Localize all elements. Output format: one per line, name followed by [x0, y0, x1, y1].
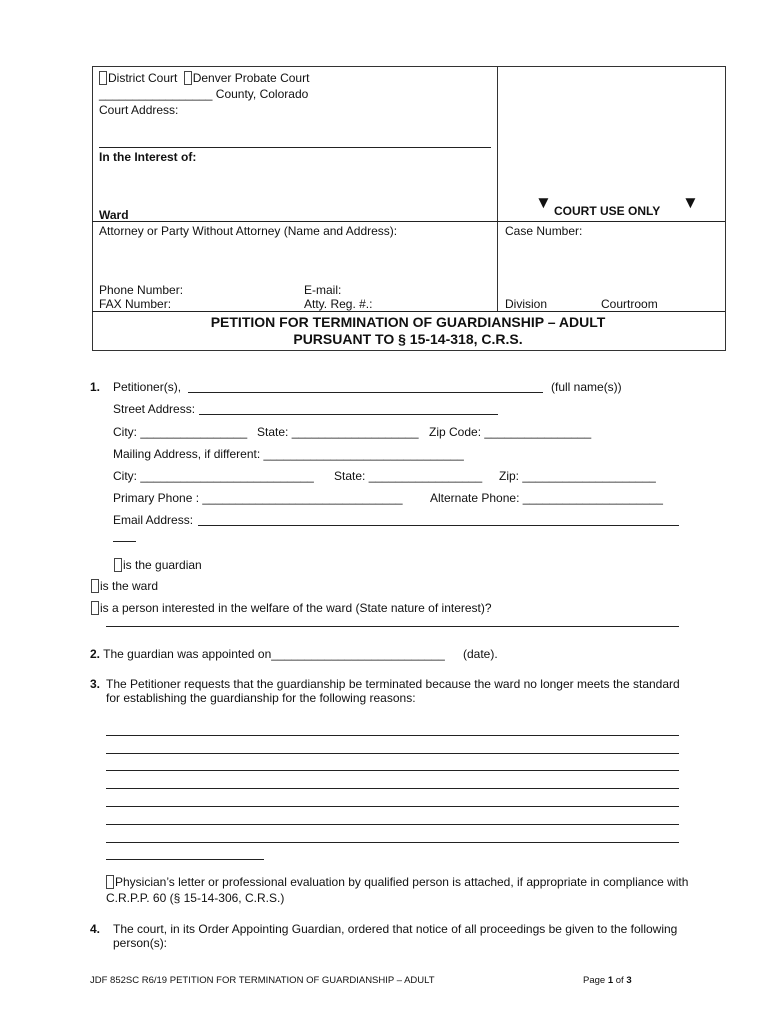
- caption-divider: [497, 66, 498, 311]
- section4-text-line2: person(s):: [113, 936, 168, 950]
- ward-option-label: is the ward: [100, 579, 159, 593]
- appointed-date-field[interactable]: The guardian was appointed on__________________________: [103, 647, 445, 661]
- option-interested[interactable]: [91, 601, 492, 615]
- interest-input[interactable]: [106, 626, 679, 627]
- section3-text-line1: The Petitioner requests that the guardianship be terminated because the ward no longer meets the standard: [106, 677, 680, 691]
- email-address-label: Email Address:: [113, 513, 194, 527]
- phone-label: Phone Number:: [99, 283, 184, 297]
- court-type-line: [99, 71, 309, 85]
- section3-number: 3.: [90, 677, 101, 691]
- form-title-line1: PETITION FOR TERMINATION OF GUARDIANSHIP – ADULT: [210, 314, 606, 330]
- full-names-label: (full name(s)): [551, 380, 622, 394]
- section4-number: 4.: [90, 922, 101, 936]
- reason-line[interactable]: [106, 735, 679, 736]
- ward-label: Ward: [99, 208, 129, 222]
- mailing-state-field[interactable]: State: _________________: [334, 469, 483, 483]
- option-ward[interactable]: [91, 579, 158, 593]
- page-prefix: Page: [583, 975, 606, 986]
- physician-label-line2: C.R.P.P. 60 (§ 15-14-306, C.R.S.): [106, 891, 285, 905]
- interested-label: is a person interested in the welfare of the ward (State nature of interest)?: [100, 601, 492, 615]
- reason-line[interactable]: [106, 753, 679, 754]
- mailing-city-field[interactable]: City: __________________________: [113, 469, 314, 483]
- district-court-label: District Court: [108, 71, 178, 85]
- caption-title-line: [92, 311, 725, 312]
- reason-line[interactable]: [106, 824, 679, 825]
- division-label: Division: [505, 297, 548, 311]
- section1-number: 1.: [90, 380, 101, 394]
- page-total: 3: [626, 975, 632, 986]
- option-guardian[interactable]: [114, 558, 202, 572]
- zip-field[interactable]: Zip Code: ________________: [429, 425, 592, 439]
- reason-line[interactable]: [106, 788, 679, 789]
- reason-line[interactable]: [106, 842, 679, 843]
- email-address-continuation[interactable]: [113, 541, 136, 542]
- footer-page: [583, 975, 632, 986]
- email-address-input[interactable]: [198, 525, 679, 526]
- section4-text-line1: The court, in its Order Appointing Guardian, ordered that notice of all proceedings be given to the following: [113, 922, 678, 936]
- in-interest-label: In the Interest of:: [99, 150, 197, 164]
- denver-probate-checkbox[interactable]: [184, 71, 192, 85]
- street-address-label: Street Address:: [113, 402, 196, 416]
- denver-probate-label: Denver Probate Court: [192, 71, 310, 85]
- court-address-label: Court Address:: [99, 103, 179, 117]
- petitioners-label: Petitioner(s),: [113, 380, 182, 394]
- caption-row-line: [92, 221, 725, 222]
- page-number: 1: [607, 975, 614, 986]
- section2: [90, 647, 445, 661]
- page-of: of: [615, 975, 624, 986]
- section2-number: 2.: [90, 647, 101, 661]
- street-address-input[interactable]: [199, 414, 498, 415]
- physician-letter-option[interactable]: [106, 875, 688, 889]
- guardian-checkbox[interactable]: [114, 558, 122, 572]
- court-address-rule: [99, 147, 491, 148]
- interested-checkbox[interactable]: [91, 601, 99, 615]
- email-label: E-mail:: [304, 283, 342, 297]
- down-triangle-icon: ▼: [535, 193, 552, 212]
- courtroom-label: Courtroom: [601, 297, 658, 311]
- reason-line[interactable]: [106, 806, 679, 807]
- section3-text-line2: for establishing the guardianship for the following reasons:: [106, 691, 416, 705]
- ward-checkbox[interactable]: [91, 579, 99, 593]
- fax-label: FAX Number:: [99, 297, 172, 311]
- mailing-zip-field[interactable]: Zip: ____________________: [499, 469, 656, 483]
- form-title-line2: PURSUANT TO § 15-14-318, C.R.S.: [293, 331, 523, 347]
- alternate-phone-field[interactable]: Alternate Phone: _____________________: [430, 491, 663, 505]
- primary-phone-field[interactable]: Primary Phone : ______________________________: [113, 491, 403, 505]
- case-number-label: Case Number:: [505, 224, 583, 238]
- petitioners-input[interactable]: [188, 392, 543, 393]
- attorney-label: Attorney or Party Without Attorney (Name and Address):: [99, 224, 398, 238]
- city-field[interactable]: City: ________________: [113, 425, 248, 439]
- state-field[interactable]: State: ___________________: [257, 425, 419, 439]
- date-label: (date).: [463, 647, 498, 661]
- district-court-checkbox[interactable]: [99, 71, 107, 85]
- down-triangle-icon: ▼: [682, 193, 699, 212]
- physician-checkbox[interactable]: [106, 875, 114, 889]
- physician-label: Physician’s letter or professional evaluation by qualified person is attached, if appropriate in compliance with: [115, 875, 689, 889]
- mailing-address-field[interactable]: Mailing Address, if different: ______________________________: [113, 447, 464, 461]
- reason-line[interactable]: [106, 859, 264, 860]
- guardian-label: is the guardian: [123, 558, 202, 572]
- atty-reg-label: Atty. Reg. #.:: [304, 297, 373, 311]
- county-line[interactable]: _________________ County, Colorado: [99, 87, 309, 101]
- court-use-only-label: COURT USE ONLY: [554, 204, 661, 218]
- reason-line[interactable]: [106, 770, 679, 771]
- footer-form-id: JDF 852SC R6/19 PETITION FOR TERMINATION OF GUARDIANSHIP – ADULT: [90, 975, 435, 986]
